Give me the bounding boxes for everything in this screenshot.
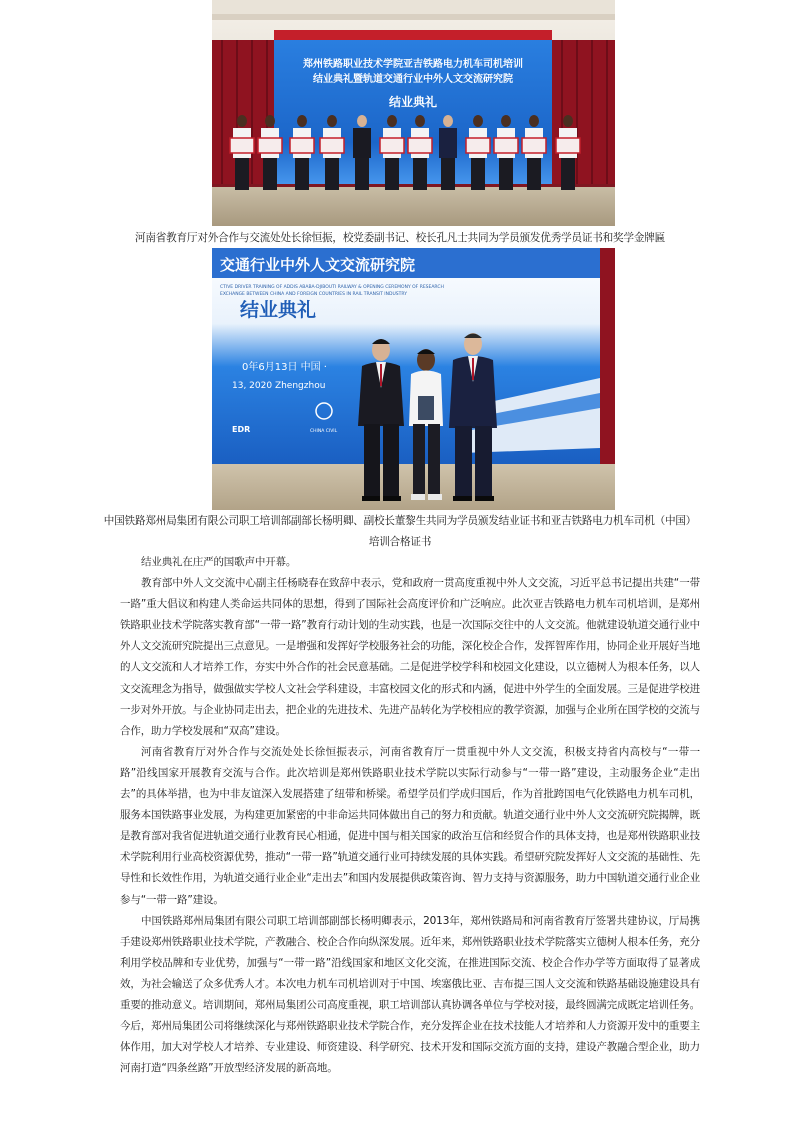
photo2-caption: 中国铁路郑州局集团有限公司职工培训部副部长杨明卿、副校长董黎生共同为学员颁发结业证书和亚吉铁路电力机车司机（中国）培训合格证书 (103, 515, 697, 548)
certificate-plaque (522, 138, 546, 153)
banner-line2: 结业典礼暨轨道交通行业中外人文交流研究院 (313, 74, 513, 85)
certificate-plaque (494, 138, 518, 153)
banner-english-line2: EXCHANGE BETWEEN CHINA AND FOREIGN COUNTRIES IN RAIL TRANSIT INDUSTRY (220, 292, 407, 297)
article-body (120, 552, 700, 1079)
paragraph-moe-speech: 教育部中外人文交流中心副主任杨晓春在致辞中表示，党和政府一贯高度重视中外人文交流，习近平总书记提出共建“一带一路”重大倡议和构建人类命运共同体的思想，得到了国际社会高度评价和广泛响应。此次亚吉铁路电力机车司机培训，是郑州铁路职业技术学院落实教育部“一带一路”教育行动计划的生动实践，也是一次国际交往中的人文交流。他就建设轨道交通行业中外人文交流研究院提出三点意见。一是增强和发挥好学校服务社会的功能，深化校企合作，发挥智库作用，协同企业开展好当地的人文交流和人才培养工作，夯实中外合作的社会民意基础。二是促进学校学科和校园文化建设，以立德树人为根本任务，以人文交流理念为指导，做强做实学校人文社会学科建设，丰富校园文化的形式和内涵，促进中外学生的全面发展。三是促进学校进一步对外开放。与企业协同走出去，把企业的先进技术、先进产品转化为学校相应的教学资源，加强与企业所在国学校的交流与合作，助力学校发展和“双高”建设。 (120, 577, 700, 737)
person-head (327, 115, 337, 127)
person-head (387, 115, 397, 127)
paragraph-opening: 结业典礼在庄严的国歌声中开幕。 (141, 556, 297, 568)
person-head (563, 115, 573, 127)
person-legs (561, 158, 575, 190)
banner-date: 0年6月13日 中国 · (242, 362, 327, 373)
certificate-plaque (408, 138, 432, 153)
person-head (529, 115, 539, 127)
banner-english-line1: CTIVE DRIVER TRAINING OF ADDIS ABABA-DJIBOUTI RAILWAY & OPENING CEREMONY OF RESEARCH (220, 285, 444, 290)
person-legs (263, 158, 277, 190)
person-legs (471, 158, 485, 190)
person-legs (413, 158, 427, 190)
certificate-plaque (320, 138, 344, 153)
person-head (443, 115, 453, 127)
certificate-plaque (230, 138, 254, 153)
person-legs (295, 158, 309, 190)
paragraph-railway-group-speech: 中国铁路郑州局集团有限公司职工培训部副部长杨明卿表示，2013年，郑州铁路局和河南省教育厅签署共建协议，厅局携手建设郑州铁路职业技术学院，产教融合、校企合作向纵深发展。近年来，郑州铁路职业技术学院落实立德树人根本任务，充分利用学校品牌和专业优势，加强与“一带一路”沿线国家和地区文化交流，在推进国际交流、校企合作办学等方面取得了显著成效，为社会输送了众多优秀人才。本次电力机车司机培训对于中国、埃塞俄比亚、吉布提三国人文交流和铁路基础设施建设具有重要的推动意义。培训期间，郑州局集团公司高度重视，职工培训部认真协调各单位与学校对接，最终圆满完成既定培训任务。今后，郑州局集团公司将继续深化与郑州铁路职业技术学院合作，充分发挥企业在技术技能人才培养和人力资源开发中的重要主体作用，加大对学校人才培养、专业建设、师资建设、科学研究、技术开发和国际交流方面的支持，建设产教融合型企业，助力河南打造“四条丝路”开放型经济发展的新高地。 (120, 914, 700, 1075)
banner-line1: 郑州铁路职业技术学院亚吉铁路电力机车司机培训 (303, 59, 523, 70)
person-head (357, 115, 367, 127)
person-head (473, 115, 483, 127)
person-legs (235, 158, 249, 190)
banner-date-english: 13, 2020 Zhengzhou (232, 381, 326, 391)
person-body (439, 128, 457, 158)
person-legs (325, 158, 339, 190)
person-head (415, 115, 425, 127)
certificate-plaque (290, 138, 314, 153)
logo-edr: EDR (232, 425, 251, 434)
banner-line3: 结业典礼 (388, 95, 438, 109)
person-legs (527, 158, 541, 190)
person-head (265, 115, 275, 127)
person-head (297, 115, 307, 127)
person-legs (355, 158, 369, 190)
certificate-plaque (380, 138, 404, 153)
logo-china-civil: CHINA CIVIL (310, 429, 338, 434)
ceremony-photo-graduation-certificate (212, 248, 615, 510)
person-head (237, 115, 247, 127)
person-legs (385, 158, 399, 190)
ceremony-photo-award-certificates (212, 0, 615, 226)
banner-main-title: 结业典礼 (240, 299, 317, 321)
certificate-plaque (258, 138, 282, 153)
person-legs (499, 158, 513, 190)
person-head (501, 115, 511, 127)
certificate-plaque (466, 138, 490, 153)
banner-top-title: 交通行业中外人文交流研究院 (220, 256, 416, 274)
photo1-caption: 河南省教育厅对外合作与交流处处长徐恒振，校党委副书记、校长孔凡士共同为学员颁发优秀学员证书和奖学金牌匾 (134, 232, 666, 244)
person-body (353, 128, 371, 158)
person-legs (441, 158, 455, 190)
paragraph-henan-edu-speech: 河南省教育厅对外合作与交流处处长徐恒振表示，河南省教育厅一贯重视中外人文交流，积极支持省内高校与“一带一路”沿线国家开展教育交流与合作。此次培训是郑州铁路职业技术学院以实际行动参与“一带一路”建设，主动服务企业“走出去”的具体举措，也为中非友谊深入发展搭建了纽带和桥梁。希望学员们学成归国后，作为首批跨国电气化铁路电力机车司机，服务本国铁路事业发展，为构建更加紧密的中非命运共同体做出自己的努力和贡献。轨道交通行业中外人文交流研究院揭牌，既是教育部对我省促进轨道交通行业教育民心相通，促进中国与相关国家的政治互信和经贸合作的具体支持，也是郑州铁路职业技术学院利用行业高校资源优势，推动“一带一路”轨道交通行业可持续发展的具体实践。希望研究院发挥好人文交流的基础性、先导性和长效性作用，为轨道交通行业企业“走出去”和国内发展提供政策咨询、智力支持与资源服务，助力中国轨道交通行业企业参与“一带一路”建设。 (120, 745, 700, 906)
certificate-plaque (556, 138, 580, 153)
